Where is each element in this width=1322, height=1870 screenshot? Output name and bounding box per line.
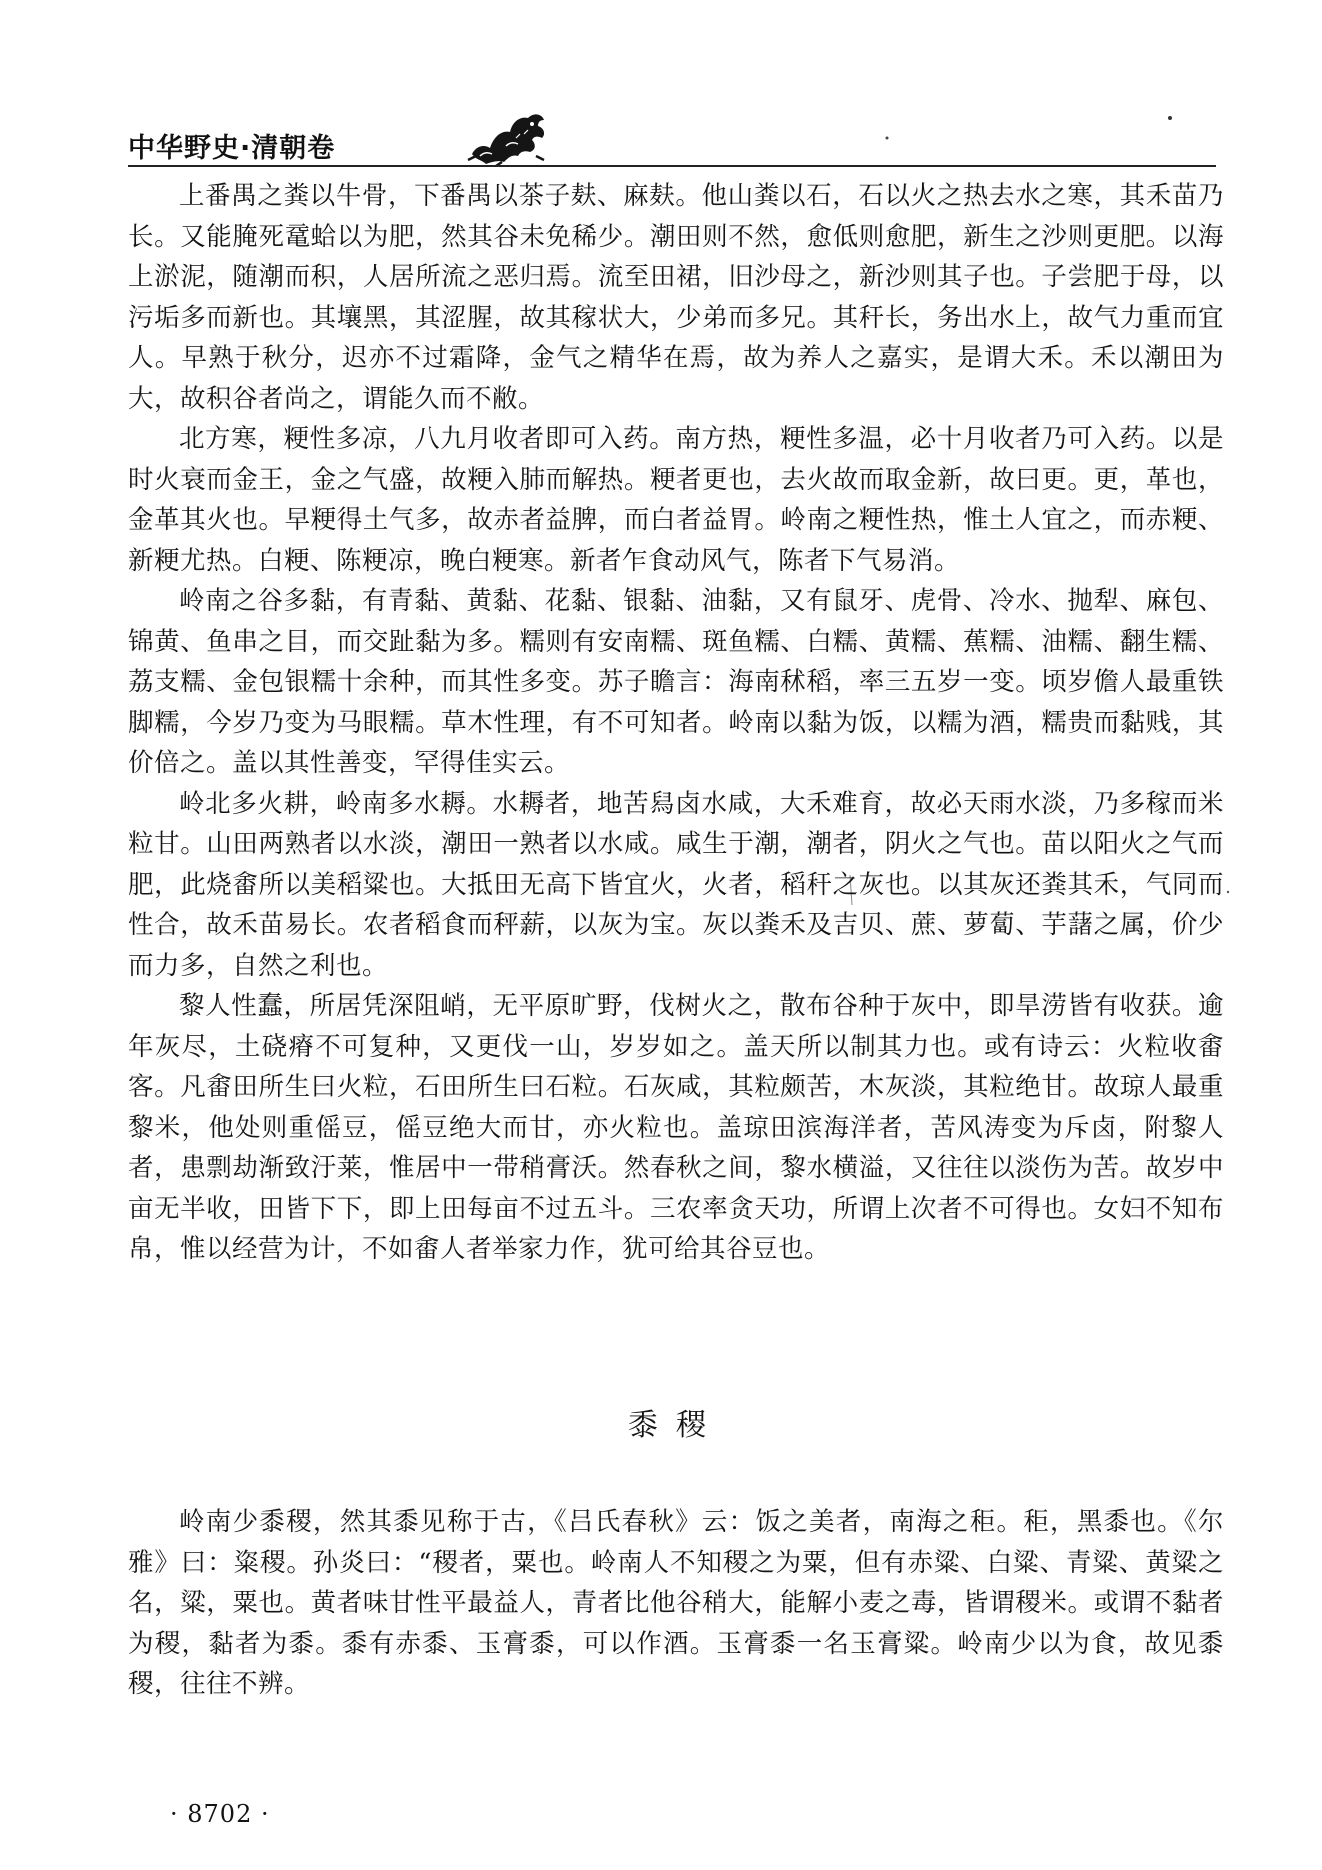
main-text bbox=[128, 176, 1224, 1270]
paragraph: 岭南少黍稷，然其黍见称于古，《吕氏春秋》云：饭之美者，南海之秬。秬，黑黍也。《尔雅》曰：粢稷。孙炎曰：“稷者，粟也。岭南人不知稷之为粟，但有赤粱、白粱、青粱、黄粱之名，粱，粟也。黄者味甘性平最益人，青者比他谷稍大，能解小麦之毒，皆谓稷米。或谓不黏者为稷，黏者为黍。黍有赤黍、玉膏黍，可以作酒。玉膏黍一名玉膏粱。岭南少以为食，故见黍稷，往往不辨。 bbox=[128, 1507, 1224, 1699]
paragraph: 岭南之谷多黏，有青黏、黄黏、花黏、银黏、油黏，又有鼠牙、虎骨、冷水、抛犁、麻包、锦黄、鱼串之目，而交趾黏为多。糯则有安南糯、斑鱼糯、白糯、黄糯、蕉糯、油糯、翻生糯、荔支糯、金包银糯十余种，而其性多变。苏子瞻言：海南秫稻，率三五岁一变。顷岁儋人最重铁脚糯，今岁乃变为马眼糯。草木性理，有不可知者。岭南以黏为饭，以糯为酒，糯贵而黏贱，其价倍之。盖以其性善变，罕得佳实云。 bbox=[128, 586, 1224, 778]
header-rule bbox=[128, 165, 1216, 167]
dragon-emblem-icon bbox=[466, 106, 550, 170]
section-heading: 黍稷 bbox=[628, 1408, 724, 1443]
page-number: · 8702 · bbox=[170, 1800, 270, 1828]
paragraph: 北方寒，粳性多凉，八九月收者即可入药。南方热，粳性多温，必十月收者乃可入药。以是时火衰而金王，金之气盛，故粳入肺而解热。粳者更也，去火故而取金新，故曰更。更，革也，金革其火也。早粳得土气多，故赤者益脾，而白者益胃。岭南之粳性热，惟土人宜之，而赤粳、新粳尤热。白粳、陈粳凉，晚白粳寒。新者乍食动风气，陈者下气易消。 bbox=[128, 424, 1224, 576]
section-text bbox=[128, 1502, 1224, 1705]
paragraph: 上番禺之粪以牛骨，下番禺以茶子麸、麻麸。他山粪以石，石以火之热去水之寒，其禾苗乃长。又能腌死鼋蛤以为肥，然其谷未免稀少。潮田则不然，愈低则愈肥，新生之沙则更肥。以海上淤泥，随潮而积，人居所流之恶归焉。流至田裙，旧沙母之，新沙则其子也。子尝肥于母，以污垢多而新也。其壤黑，其涩腥，故其稼状大，少弟而多兄。其秆长，务出水上，故气力重而宜人。早熟于秋分，迟亦不过霜降，金气之精华在焉，故为养人之嘉实，是谓大禾。禾以潮田为大，故积谷者尚之，谓能久而不敝。 bbox=[128, 181, 1224, 414]
book-title: 中华野史·清朝卷 bbox=[128, 133, 336, 164]
paragraph: 岭北多火耕，岭南多水耨。水耨者，地苦舄卤水咸，大禾难育，故必天雨水淡，乃多稼而米粒甘。山田两熟者以水淡，潮田一熟者以水咸。咸生于潮，潮者，阴火之气也。苗以阳火之气而肥，此烧畬所以美稻粱也。大抵田无高下皆宜火，火者，稻秆之灰也。以其灰还粪其禾，气同而性合，故禾苗易长。农者稻食而秤薪，以灰为宝。灰以粪禾及吉贝、蔗、萝蔔、芋藷之属，价少而力多，自然之利也。 bbox=[128, 788, 1224, 981]
paragraph: 黎人性蠢，所居凭深阻峭，无平原旷野，伐树火之，散布谷种于灰中，即旱涝皆有收获。逾年灰尽，土硗瘠不可复种，又更伐一山，岁岁如之。盖天所以制其力也。或有诗云：火粒收畬客。凡畬田所生曰火粒，石田所生曰石粒。石灰咸，其粒颇苦，木灰淡，其粒绝甘。故琼人最重黎米，他处则重傜豆，傜豆绝大而甘，亦火粒也。盖琼田滨海洋者，苦风涛变为斥卤，附黎人者，患剽劫渐致汙莱，惟居中一带稍膏沃。然春秋之间，黎水横溢，又往往以淡伤为苦。故岁中亩无半收，田皆下下，即上田每亩不过五斗。三农率贪天功，所谓上次者不可得也。女妇不知布帛，惟以经营为计，不如畬人者举家力作，犹可给其谷豆也。 bbox=[128, 991, 1224, 1264]
